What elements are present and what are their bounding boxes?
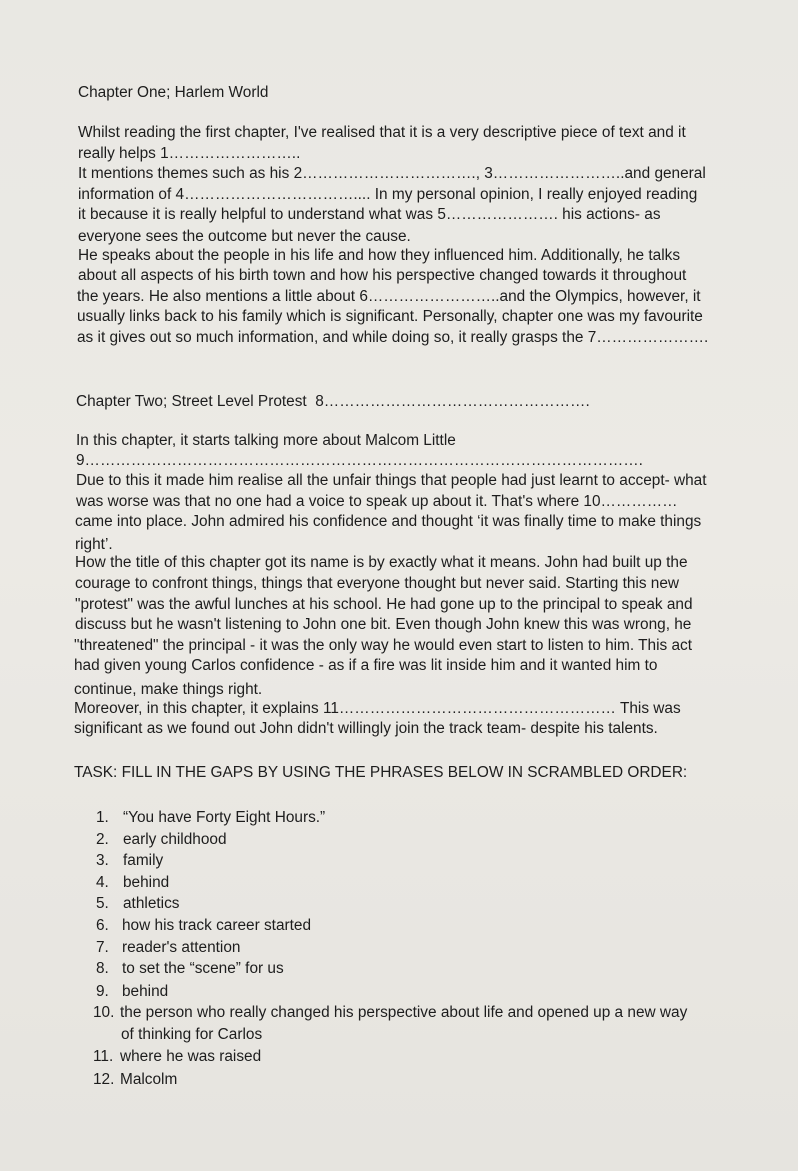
phrase-number: 4. [96, 874, 109, 891]
phrase-text: athletics [123, 895, 180, 912]
phrase-text: of thinking for Carlos [121, 1026, 263, 1043]
chapter-one-line: usually links back to his family which is significant. Personally, chapter one was my favourite [77, 308, 703, 325]
chapter-one-line: He speaks about the people in his life and how they influenced him. Additionally, he talks [78, 247, 681, 264]
phrase-text: how his track career started [122, 917, 312, 934]
chapter-one-line: Whilst reading the first chapter, I've realised that it is a very descriptive piece of text and it [78, 124, 686, 141]
chapter-two-line: came into place. John admired his confidence and thought ‘it was finally time to make things [75, 513, 702, 530]
chapter-two-line: continue, make things right. [74, 681, 263, 698]
chapter-one-line: information of 4…………………………….... In my personal opinion, I really enjoyed reading [78, 186, 698, 203]
phrase-number: 6. [96, 917, 109, 934]
phrase-text: behind [123, 874, 170, 891]
phrase-text: family [123, 852, 164, 869]
chapter-two-line: How the title of this chapter got its name is by exactly what it means. John had built up the [75, 554, 688, 571]
chapter-one-line: it because it is really helpful to understand what was 5…………………. his actions- as [78, 206, 661, 223]
phrase-number: 12. [93, 1071, 115, 1088]
chapter-two-line: Due to this it made him realise all the unfair things that people had just learnt to accept- what [76, 472, 707, 489]
chapter-one-line: about all aspects of his birth town and how his perspective changed towards it throughout [78, 267, 687, 284]
phrase-number: 3. [96, 852, 109, 869]
chapter-two-line: 9………………………………………………………………………………………………. [76, 452, 643, 469]
chapter-one-line: the years. He also mentions a little about 6……………………..and the Olympics, however, it [77, 288, 701, 305]
chapter-two-line: In this chapter, it starts talking more about Malcom Little [76, 432, 456, 449]
phrase-number: 5. [96, 895, 109, 912]
chapter-one-line: as it gives out so much information, and while doing so, it really grasps the 7…………………. [77, 329, 709, 346]
phrase-text: to set the “scene” for us [122, 960, 284, 977]
chapter-two-heading: Chapter Two; Street Level Protest 8……………………………………………. [76, 393, 590, 410]
phrase-text: “You have Forty Eight Hours.” [123, 809, 326, 826]
phrase-text: reader's attention [122, 939, 241, 956]
phrase-text: behind [122, 983, 169, 1000]
phrase-number: 1. [96, 809, 109, 826]
phrase-text: the person who really changed his perspective about life and opened up a new way [120, 1004, 688, 1021]
chapter-one-line: really helps 1…………………….. [78, 145, 301, 162]
chapter-two-line: was worse was that no one had a voice to speak up about it. That's where 10…………… [76, 493, 678, 510]
phrase-text: where he was raised [120, 1048, 262, 1065]
chapter-two-line: had given young Carlos confidence - as if a fire was lit inside him and it wanted him to [74, 657, 658, 674]
phrase-number: 8. [96, 960, 109, 977]
chapter-one-line: everyone sees the outcome but never the cause. [78, 228, 411, 245]
task-heading: TASK: FILL IN THE GAPS BY USING THE PHRASES BELOW IN SCRAMBLED ORDER: [74, 764, 688, 781]
chapter-one-heading: Chapter One; Harlem World [78, 84, 269, 101]
chapter-two-line: right’. [75, 536, 113, 553]
phrase-number: 7. [96, 939, 109, 956]
phrase-number: 11. [93, 1048, 114, 1065]
chapter-two-line: discuss but he wasn't listening to John one bit. Even though John knew this was wrong, he [75, 616, 692, 633]
phrase-number: 2. [96, 831, 109, 848]
phrase-number: 10. [93, 1004, 115, 1021]
chapter-one-line: It mentions themes such as his 2……………………………., 3……………………..and general [78, 165, 706, 182]
chapter-two-line: courage to confront things, things that everyone thought but never said. Starting this new [75, 575, 680, 592]
phrase-text: Malcolm [120, 1071, 178, 1088]
phrase-text: early childhood [123, 831, 227, 848]
chapter-two-line: "protest" was the awful lunches at his school. He had gone up to the principal to speak and [75, 596, 693, 613]
phrase-number: 9. [96, 983, 109, 1000]
chapter-two-line: significant as we found out John didn't willingly join the track team- despite his talents. [74, 720, 658, 737]
chapter-two-line: "threatened" the principal - it was the only way he would even start to listen to him. This act [74, 637, 693, 654]
chapter-two-line: Moreover, in this chapter, it explains 11……………………………………………… This was [74, 700, 681, 717]
